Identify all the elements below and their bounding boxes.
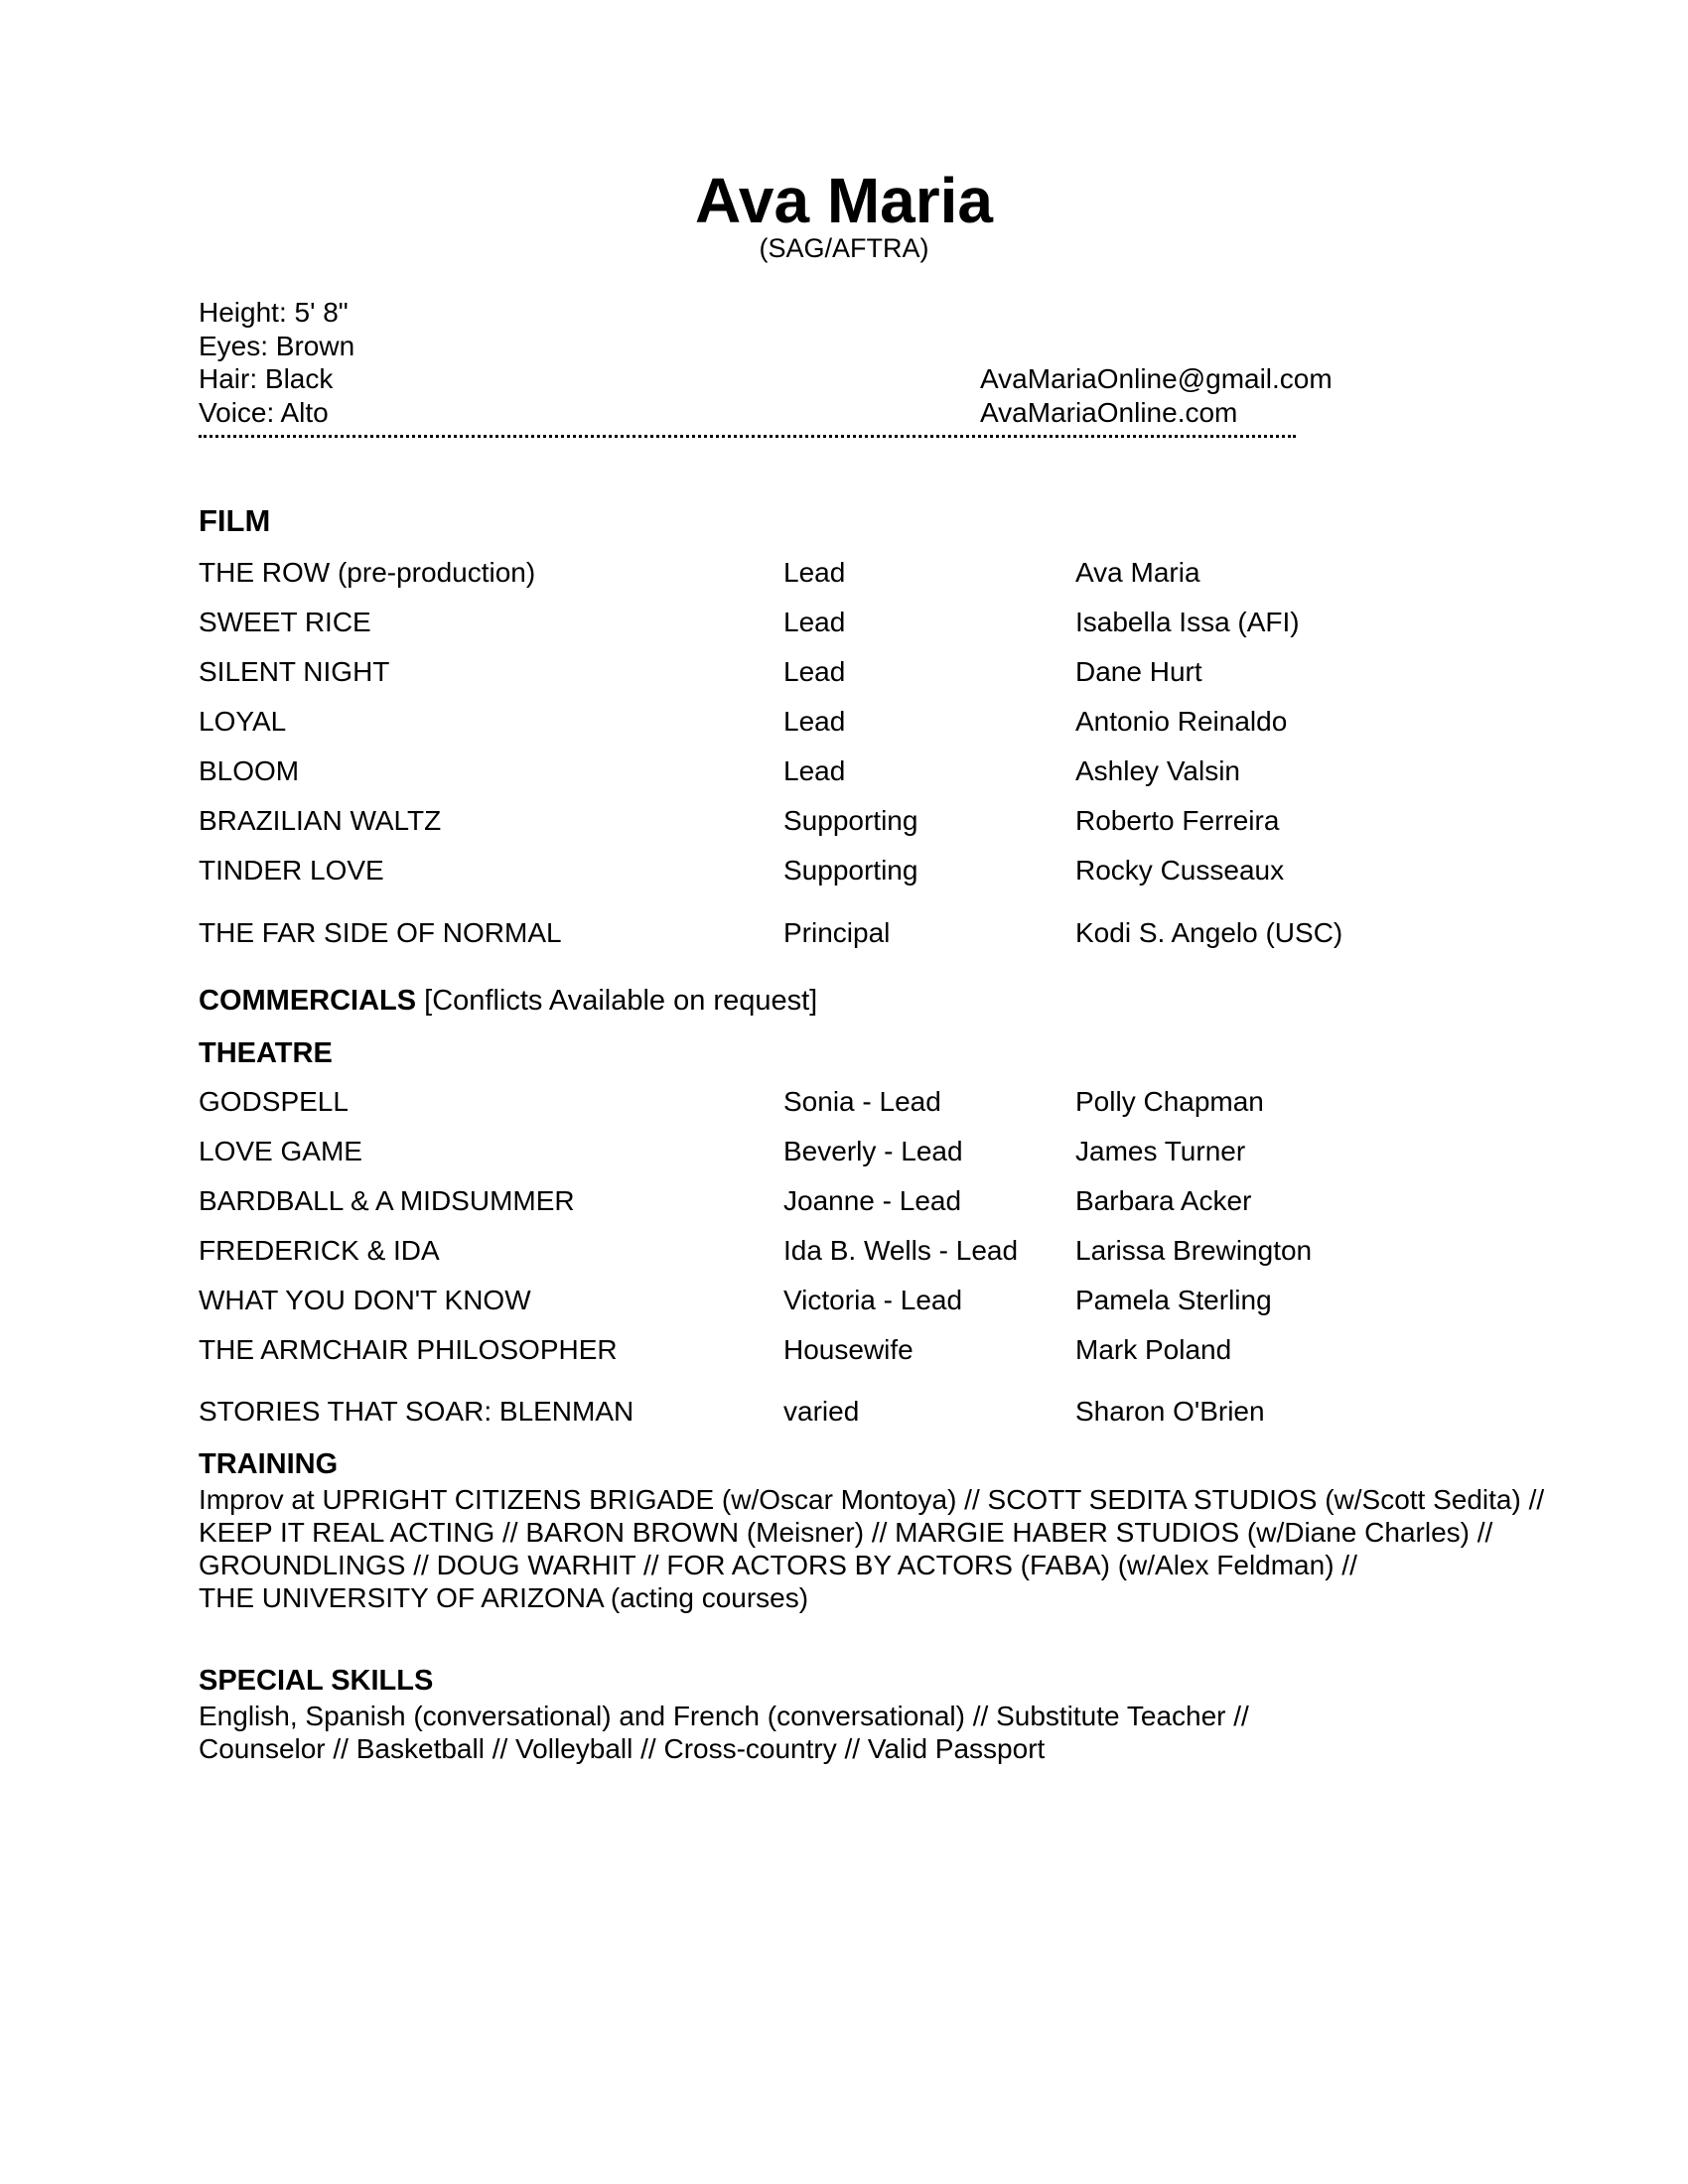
physical-stats <box>199 296 354 429</box>
theatre-row <box>199 1135 1489 1168</box>
film-director: Roberto Ferreira <box>1075 805 1280 836</box>
film-row <box>199 556 1489 590</box>
theatre-role: Beverly - Lead <box>783 1136 963 1166</box>
contact-info <box>980 362 1333 429</box>
theatre-director: Polly Chapman <box>1075 1086 1264 1117</box>
film-role: Principal <box>783 917 891 948</box>
film-director: Kodi S. Angelo (USC) <box>1075 917 1343 948</box>
actor-name: Ava Maria <box>695 165 993 236</box>
film-role: Supporting <box>783 855 918 886</box>
theatre-director: James Turner <box>1075 1136 1246 1166</box>
eyes-stat: Eyes: Brown <box>199 330 355 361</box>
skills-line: Counselor // Basketball // Volleyball // Cross-country // Valid Passport <box>199 1733 1046 1764</box>
voice-stat: Voice: Alto <box>199 396 329 428</box>
theatre-director: Mark Poland <box>1075 1334 1232 1365</box>
training-line: THE UNIVERSITY OF ARIZONA (acting courses) <box>199 1582 809 1613</box>
film-director: Dane Hurt <box>1075 656 1202 687</box>
skills-section-title: SPECIAL SKILLS <box>199 1665 434 1697</box>
theatre-role: Victoria - Lead <box>783 1285 963 1315</box>
theatre-row <box>199 1284 1489 1317</box>
film-role: Lead <box>783 607 846 637</box>
theatre-row <box>199 1085 1489 1119</box>
film-row <box>199 655 1489 689</box>
theatre-section-title: THEATRE <box>199 1037 333 1069</box>
film-row <box>199 804 1489 838</box>
film-row <box>199 854 1489 887</box>
film-project: LOYAL <box>199 706 287 737</box>
film-row <box>199 754 1489 788</box>
training-text <box>199 1483 1545 1614</box>
skills-text <box>199 1700 1509 1765</box>
film-section-title: FILM <box>199 503 271 538</box>
commercials-heading <box>199 984 817 1018</box>
theatre-role: Joanne - Lead <box>783 1185 962 1216</box>
theatre-project: WHAT YOU DON'T KNOW <box>199 1285 531 1315</box>
theatre-row <box>199 1184 1489 1218</box>
film-project: BRAZILIAN WALTZ <box>199 805 442 836</box>
film-row <box>199 916 1489 950</box>
email-address: AvaMariaOnline@gmail.com <box>980 363 1333 394</box>
website-address: AvaMariaOnline.com <box>980 396 1238 428</box>
film-project: THE FAR SIDE OF NORMAL <box>199 917 562 948</box>
training-line: GROUNDLINGS // DOUG WARHIT // FOR ACTORS BY ACTORS (FABA) (w/Alex Feldman) // <box>199 1550 1357 1580</box>
commercials-section-title: COMMERCIALS <box>199 985 417 1017</box>
film-row <box>199 606 1489 639</box>
film-project: THE ROW (pre-production) <box>199 557 536 588</box>
skills-line: English, Spanish (conversational) and French (conversational) // Substitute Teacher // <box>199 1701 1249 1731</box>
theatre-project: GODSPELL <box>199 1086 349 1117</box>
theatre-role: Ida B. Wells - Lead <box>783 1235 1019 1266</box>
film-director: Ava Maria <box>1075 557 1200 588</box>
film-director: Antonio Reinaldo <box>1075 706 1288 737</box>
height-stat: Height: 5' 8" <box>199 297 349 328</box>
film-role: Lead <box>783 706 846 737</box>
film-row <box>199 705 1489 739</box>
theatre-director: Barbara Acker <box>1075 1185 1252 1216</box>
theatre-director: Sharon O'Brien <box>1075 1396 1265 1427</box>
theatre-role: Housewife <box>783 1334 914 1365</box>
theatre-row <box>199 1234 1489 1268</box>
hair-stat: Hair: Black <box>199 363 334 394</box>
theatre-row <box>199 1333 1489 1367</box>
training-line: KEEP IT REAL ACTING // BARON BROWN (Meisner) // MARGIE HABER STUDIOS (w/Diane Charles) // <box>199 1517 1493 1548</box>
theatre-project: STORIES THAT SOAR: BLENMAN <box>199 1396 634 1427</box>
theatre-director: Pamela Sterling <box>1075 1285 1272 1315</box>
training-section-title: TRAINING <box>199 1448 339 1480</box>
film-director: Isabella Issa (AFI) <box>1075 607 1300 637</box>
theatre-project: FREDERICK & IDA <box>199 1235 440 1266</box>
film-project: SWEET RICE <box>199 607 371 637</box>
theatre-row <box>199 1395 1489 1429</box>
commercials-note: [Conflicts Available on request] <box>416 985 818 1017</box>
film-project: BLOOM <box>199 755 300 786</box>
film-role: Supporting <box>783 805 918 836</box>
film-role: Lead <box>783 755 846 786</box>
union-affiliation: (SAG/AFTRA) <box>759 233 929 263</box>
film-director: Rocky Cusseaux <box>1075 855 1285 886</box>
film-project: SILENT NIGHT <box>199 656 390 687</box>
film-role: Lead <box>783 656 846 687</box>
dotted-divider <box>199 435 1296 438</box>
film-director: Ashley Valsin <box>1075 755 1241 786</box>
theatre-role: Sonia - Lead <box>783 1086 941 1117</box>
film-project: TINDER LOVE <box>199 855 384 886</box>
theatre-role: varied <box>783 1396 860 1427</box>
film-role: Lead <box>783 557 846 588</box>
theatre-project: BARDBALL & A MIDSUMMER <box>199 1185 575 1216</box>
theatre-project: THE ARMCHAIR PHILOSOPHER <box>199 1334 618 1365</box>
theatre-director: Larissa Brewington <box>1075 1235 1313 1266</box>
training-line: Improv at UPRIGHT CITIZENS BRIGADE (w/Oscar Montoya) // SCOTT SEDITA STUDIOS (w/Scott Sedita) // <box>199 1484 1545 1515</box>
theatre-project: LOVE GAME <box>199 1136 362 1166</box>
